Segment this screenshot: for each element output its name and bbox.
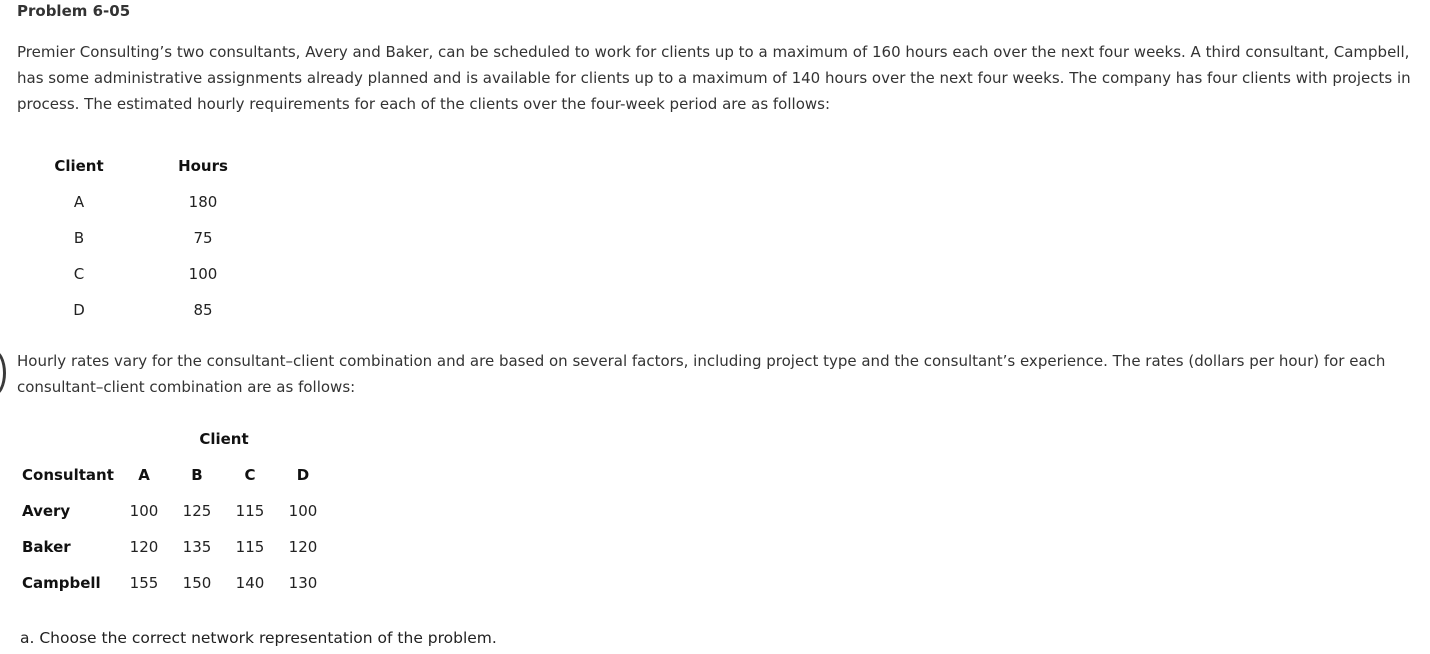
partial-circle-decoration [0, 350, 6, 396]
rates-table-client-group-header: Client [199, 430, 249, 448]
rates-table-rate-cell: 150 [182, 574, 212, 592]
rates-table-rate-cell: 100 [129, 502, 159, 520]
rates-intro-paragraph: Hourly rates vary for the consultant–client combination and are based on several factors, including project type and the consultant’s experience. The rates (dollars per hour) for each consultant–client combination are as follows: [17, 352, 1386, 396]
problem-title: Problem 6-05 [17, 2, 131, 20]
problem-intro-paragraph: Premier Consulting’s two consultants, Avery and Baker, can be scheduled to work for clients up to a maximum of 160 hours each over the next four weeks. A third consultant, Campbell, has some administrative assignments already planned and is available for clients up to a maximum of 140 hours over the next four weeks. The company has four clients with projects in process. The estimated hourly requirements for each of the clients over the four-week period are as follows: [17, 43, 1411, 113]
hours-table-client-header: Client [54, 157, 104, 175]
rates-table-rate-cell: 120 [129, 538, 159, 556]
rates-table-consultant-name: Campbell [22, 574, 101, 592]
rates-table-rate-cell: 100 [288, 502, 318, 520]
rates-table-rate-cell: 115 [235, 502, 265, 520]
hours-table-client-cell: D [73, 301, 85, 319]
hours-table-client-cell: C [73, 265, 85, 283]
rates-table-rate-cell: 120 [288, 538, 318, 556]
rates-table-rate-cell: 130 [288, 574, 318, 592]
hours-table-hours-cell: 100 [188, 265, 218, 283]
hours-table-client-cell: B [73, 229, 85, 247]
hours-table-hours-header: Hours [178, 157, 228, 175]
rates-table-rate-cell: 140 [235, 574, 265, 592]
rates-table-consultant-name: Avery [22, 502, 71, 520]
hours-table-hours-cell: 180 [188, 193, 218, 211]
rates-table-rate-cell: 135 [182, 538, 212, 556]
hours-table-hours-cell: 75 [193, 229, 213, 247]
hours-table-client-cell: A [73, 193, 85, 211]
rates-table-rate-cell: 155 [129, 574, 159, 592]
rates-table-column-header: D [296, 466, 310, 484]
hours-table-hours-cell: 85 [193, 301, 213, 319]
rates-table-column-header: B [191, 466, 203, 484]
rates-table-column-header: A [138, 466, 150, 484]
rates-table-rate-cell: 125 [182, 502, 212, 520]
question-a-text: a. Choose the correct network representation of the problem. [20, 629, 497, 647]
rates-table-consultant-name: Baker [22, 538, 71, 556]
rates-table-column-header: C [244, 466, 256, 484]
rates-table-rate-cell: 115 [235, 538, 265, 556]
rates-table-consultant-header: Consultant [22, 466, 114, 484]
